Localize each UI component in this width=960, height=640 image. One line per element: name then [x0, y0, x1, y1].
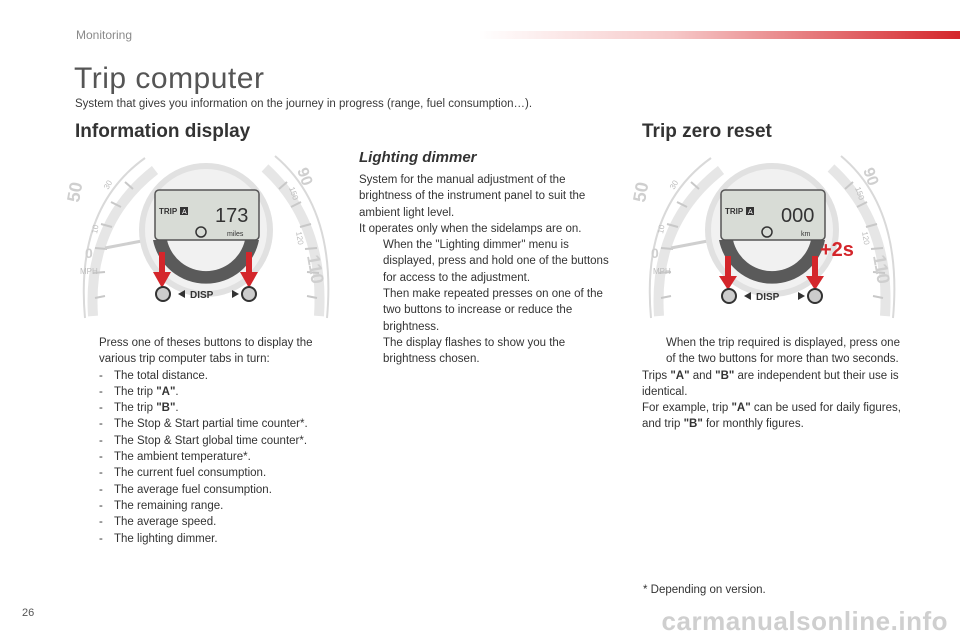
left-button-icon — [722, 289, 736, 303]
footnote: * Depending on version. — [643, 584, 766, 596]
trip-label: TRIP — [159, 207, 178, 216]
dimmer-paragraph: System for the manual adjustment of the brightness of the instrument panel to suit the ambient light level. — [359, 174, 586, 219]
instruction-text: Press one of theses buttons to display the various trip computer tabs in turn: — [99, 337, 313, 366]
scale-label: 0 — [651, 245, 659, 261]
trip-tab-item: - The ambient temperature*. — [99, 449, 335, 465]
scale-label: 10 — [90, 224, 101, 235]
instrument-cluster-figure-1 — [63, 148, 337, 326]
trip-badge: A — [748, 209, 753, 216]
trip-tab-item: - The average fuel consumption. — [99, 482, 335, 498]
scale-label: 10 — [656, 224, 667, 235]
trip-label: TRIP — [725, 207, 744, 216]
info-display-heading: Information display — [75, 121, 251, 142]
hold-duration-label: +2s — [820, 239, 854, 261]
scale-label: 150 — [853, 185, 867, 202]
odometer-reading: 173 — [215, 205, 249, 227]
scale-label: 0 — [85, 245, 93, 261]
odometer-reading: 000 — [781, 205, 815, 227]
trip-tab-item: - The total distance. — [99, 368, 335, 384]
info-display-body — [75, 335, 335, 547]
dimmer-paragraph: It operates only when the sidelamps are on. — [359, 222, 582, 235]
lighting-dimmer-heading: Lighting dimmer — [359, 149, 477, 166]
page-intro: System that gives you information on the journey in progress (range, fuel consumption…). — [75, 98, 533, 110]
dimmer-step: When the "Lighting dimmer" menu is displayed, press and hold one of the buttons for access to the adjustment. — [383, 239, 609, 284]
scale-label: 50 — [629, 180, 653, 204]
header-accent-bar — [478, 31, 960, 39]
trip-tab-item: - The average speed. — [99, 514, 335, 530]
scale-label: 90 — [859, 165, 882, 189]
trip-reset-heading: Trip zero reset — [642, 121, 772, 142]
speed-unit-label: MPH — [653, 267, 671, 276]
trip-tab-item: - The Stop & Start global time counter*. — [99, 433, 335, 449]
scale-label: 30 — [101, 178, 115, 191]
section-label: Monitoring — [76, 28, 133, 42]
reset-paragraph: For example, trip "A" can be used for daily figures, and trip "B" for monthly figures. — [642, 402, 901, 431]
left-button-icon — [156, 287, 170, 301]
instruction-bullet — [75, 335, 335, 547]
scale-label: 110 — [303, 253, 328, 286]
disp-label: DISP — [756, 292, 780, 303]
reset-paragraph: Trips "A" and "B" are independent but their use is identical. — [642, 369, 899, 398]
page-title: Trip computer — [74, 62, 265, 95]
scale-label: 120 — [860, 230, 872, 246]
scale-label: 110 — [869, 253, 894, 286]
trip-tab-item: - The current fuel consumption. — [99, 465, 335, 481]
trip-reset-body — [642, 335, 904, 433]
trip-tab-item: - The remaining range. — [99, 498, 335, 514]
trip-tab-list — [99, 368, 335, 547]
trip-tab-item: - The lighting dimmer. — [99, 531, 335, 547]
trip-tab-item: - The trip "A". — [99, 384, 335, 400]
scale-label: 50 — [63, 180, 87, 204]
trip-badge: A — [182, 209, 187, 216]
scale-label: 30 — [667, 178, 681, 191]
speed-unit-label: MPH — [80, 267, 98, 276]
instrument-cluster-figure-2 — [629, 148, 903, 326]
watermark: carmanualsonline.info — [661, 606, 948, 636]
disp-label: DISP — [190, 290, 214, 301]
right-button-icon — [808, 289, 822, 303]
right-button-icon — [242, 287, 256, 301]
dimmer-step: Then make repeated presses on one of the two buttons to increase or reduce the brightness. The display flashes to show you the brightness chosen. — [383, 288, 603, 366]
distance-unit: km — [801, 231, 811, 238]
scale-label: 150 — [287, 185, 301, 202]
lighting-dimmer-body — [359, 172, 609, 368]
scale-label: 90 — [293, 165, 316, 189]
trip-tab-item: - The Stop & Start partial time counter*. — [99, 416, 335, 432]
trip-tab-item: - The trip "B". — [99, 400, 335, 416]
page-number: 26 — [22, 607, 35, 619]
reset-step: When the trip required is displayed, press one of the two buttons for more than two seconds. — [666, 337, 900, 366]
scale-label: 120 — [294, 230, 306, 246]
distance-unit: miles — [227, 231, 244, 238]
